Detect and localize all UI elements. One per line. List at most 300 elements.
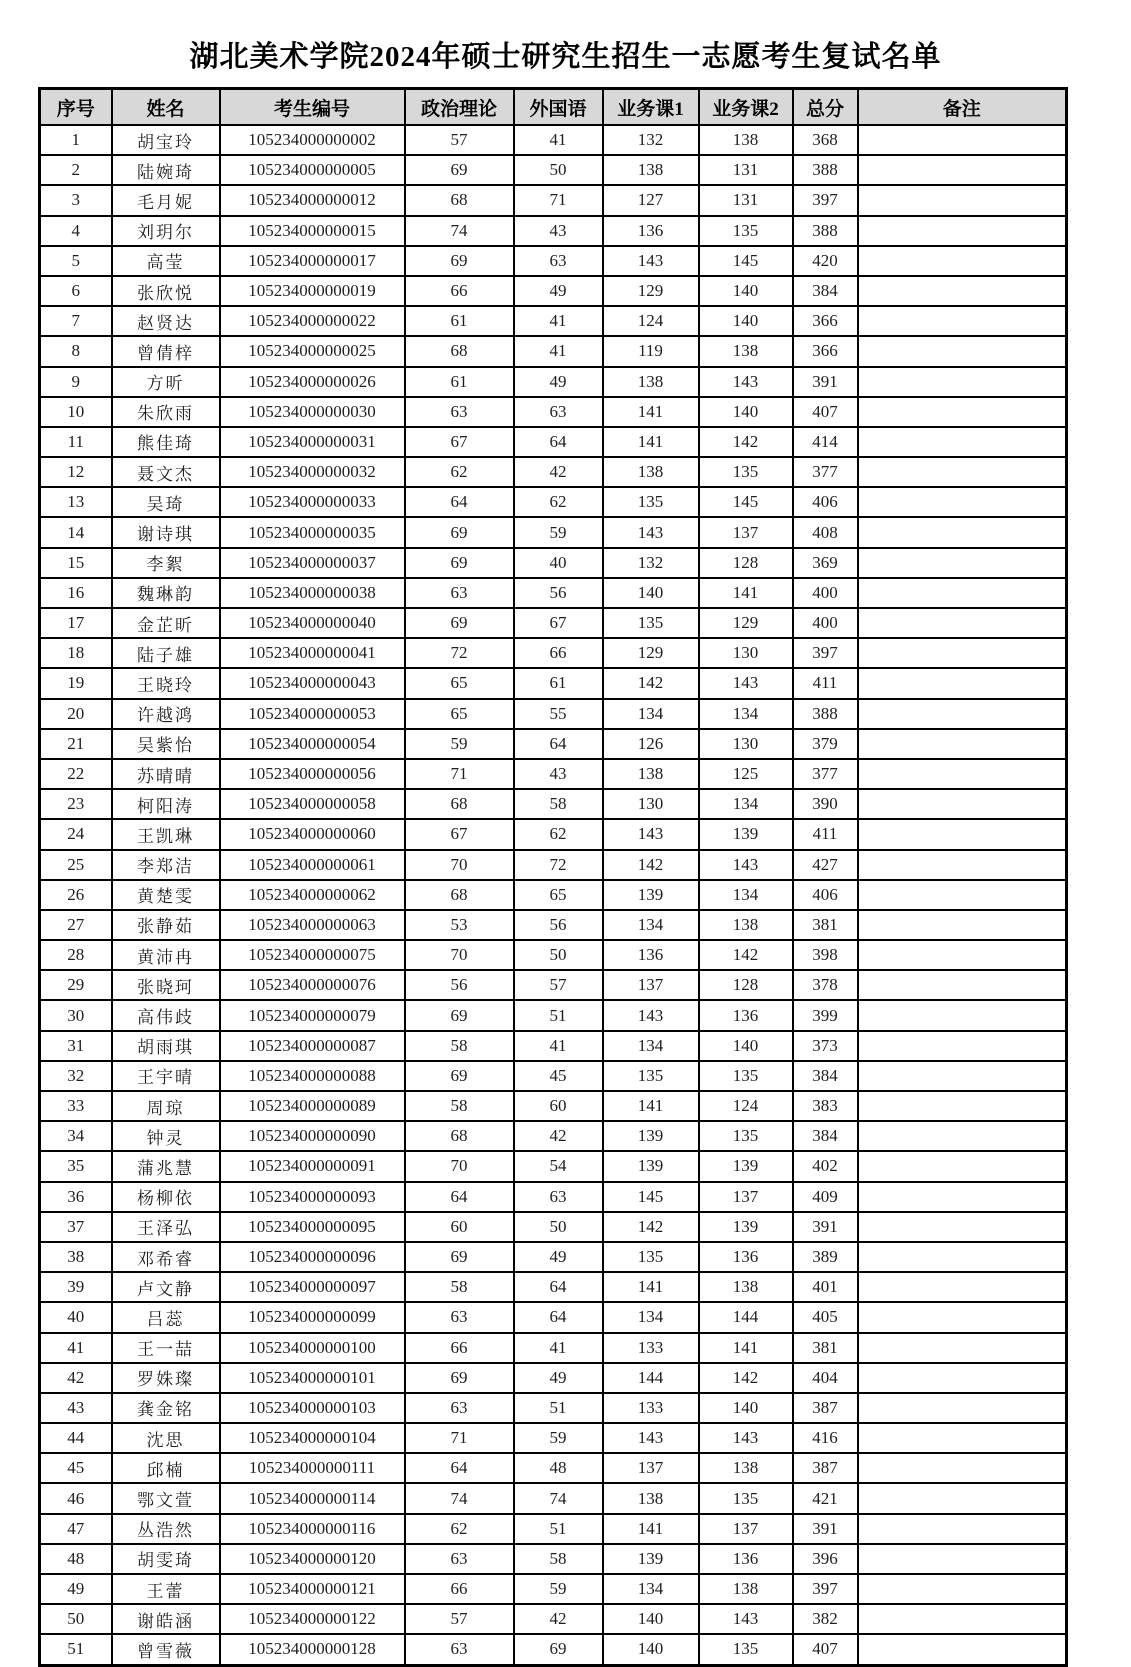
cell-name: 金芷昕 <box>112 608 220 638</box>
cell-course-2: 145 <box>699 246 793 276</box>
cell-total-score: 427 <box>793 850 858 880</box>
table-row <box>40 729 1067 759</box>
cell-candidate-number: 105234000000056 <box>220 759 405 789</box>
table-row <box>40 1182 1067 1212</box>
cell-name: 毛月妮 <box>112 185 220 215</box>
cell-remarks <box>858 1574 1067 1604</box>
table-row <box>40 1363 1067 1393</box>
cell-total-score: 388 <box>793 699 858 729</box>
cell-remarks <box>858 668 1067 698</box>
cell-foreign-language: 40 <box>514 548 603 578</box>
table-row <box>40 668 1067 698</box>
cell-remarks <box>858 578 1067 608</box>
cell-political-theory: 69 <box>405 1061 514 1091</box>
cell-name: 许越鸿 <box>112 699 220 729</box>
cell-political-theory: 68 <box>405 336 514 366</box>
cell-index: 13 <box>40 487 112 517</box>
column-header-total-score: 总分 <box>793 89 858 126</box>
cell-name: 张晓珂 <box>112 970 220 1000</box>
cell-candidate-number: 105234000000076 <box>220 970 405 1000</box>
cell-political-theory: 62 <box>405 1514 514 1544</box>
cell-course-2: 138 <box>699 1574 793 1604</box>
cell-course-2: 130 <box>699 729 793 759</box>
cell-foreign-language: 63 <box>514 1182 603 1212</box>
table-row <box>40 367 1067 397</box>
cell-total-score: 388 <box>793 216 858 246</box>
cell-remarks <box>858 638 1067 668</box>
cell-course-2: 137 <box>699 1514 793 1544</box>
cell-remarks <box>858 1634 1067 1665</box>
cell-course-2: 135 <box>699 1483 793 1513</box>
cell-candidate-number: 105234000000075 <box>220 940 405 970</box>
cell-index: 25 <box>40 850 112 880</box>
cell-foreign-language: 56 <box>514 578 603 608</box>
cell-course-2: 138 <box>699 125 793 155</box>
cell-total-score: 388 <box>793 155 858 185</box>
cell-course-1: 132 <box>603 125 699 155</box>
cell-candidate-number: 105234000000111 <box>220 1453 405 1483</box>
cell-course-2: 142 <box>699 940 793 970</box>
cell-remarks <box>858 1272 1067 1302</box>
cell-political-theory: 69 <box>405 1242 514 1272</box>
cell-total-score: 391 <box>793 367 858 397</box>
cell-total-score: 387 <box>793 1453 858 1483</box>
cell-total-score: 411 <box>793 668 858 698</box>
cell-course-1: 135 <box>603 1061 699 1091</box>
cell-name: 吴紫怡 <box>112 729 220 759</box>
cell-index: 5 <box>40 246 112 276</box>
cell-total-score: 416 <box>793 1423 858 1453</box>
cell-political-theory: 65 <box>405 699 514 729</box>
cell-name: 邓希睿 <box>112 1242 220 1272</box>
table-row <box>40 789 1067 819</box>
cell-total-score: 379 <box>793 729 858 759</box>
cell-remarks <box>858 276 1067 306</box>
table-row <box>40 699 1067 729</box>
cell-political-theory: 60 <box>405 1212 514 1242</box>
cell-remarks <box>858 1514 1067 1544</box>
cell-name: 吕蕊 <box>112 1302 220 1332</box>
cell-total-score: 384 <box>793 276 858 306</box>
cell-course-1: 133 <box>603 1393 699 1423</box>
candidates-table <box>38 87 1068 1667</box>
table-row <box>40 1031 1067 1061</box>
cell-total-score: 406 <box>793 487 858 517</box>
cell-candidate-number: 105234000000099 <box>220 1302 405 1332</box>
cell-index: 19 <box>40 668 112 698</box>
cell-name: 罗姝璨 <box>112 1363 220 1393</box>
cell-index: 40 <box>40 1302 112 1332</box>
cell-course-1: 130 <box>603 789 699 819</box>
table-row <box>40 487 1067 517</box>
cell-foreign-language: 55 <box>514 699 603 729</box>
cell-course-2: 141 <box>699 578 793 608</box>
cell-remarks <box>858 1604 1067 1634</box>
cell-course-2: 140 <box>699 306 793 336</box>
cell-candidate-number: 105234000000037 <box>220 548 405 578</box>
cell-course-2: 143 <box>699 668 793 698</box>
cell-political-theory: 58 <box>405 1031 514 1061</box>
cell-name: 谢诗琪 <box>112 517 220 547</box>
cell-course-1: 137 <box>603 1453 699 1483</box>
cell-candidate-number: 105234000000088 <box>220 1061 405 1091</box>
cell-course-2: 143 <box>699 1423 793 1453</box>
cell-total-score: 391 <box>793 1514 858 1544</box>
cell-remarks <box>858 306 1067 336</box>
cell-course-1: 141 <box>603 427 699 457</box>
cell-candidate-number: 105234000000058 <box>220 789 405 819</box>
cell-political-theory: 63 <box>405 397 514 427</box>
cell-name: 王宇晴 <box>112 1061 220 1091</box>
cell-name: 胡宝玲 <box>112 125 220 155</box>
table-row <box>40 819 1067 849</box>
cell-candidate-number: 105234000000015 <box>220 216 405 246</box>
cell-name: 张静茹 <box>112 910 220 940</box>
cell-candidate-number: 105234000000002 <box>220 125 405 155</box>
cell-political-theory: 68 <box>405 880 514 910</box>
cell-name: 张欣悦 <box>112 276 220 306</box>
cell-course-2: 138 <box>699 910 793 940</box>
cell-foreign-language: 48 <box>514 1453 603 1483</box>
cell-name: 蒲兆慧 <box>112 1151 220 1181</box>
cell-index: 21 <box>40 729 112 759</box>
cell-remarks <box>858 125 1067 155</box>
cell-political-theory: 58 <box>405 1091 514 1121</box>
cell-political-theory: 69 <box>405 1363 514 1393</box>
column-header-foreign-language: 外国语 <box>514 89 603 126</box>
cell-course-1: 138 <box>603 457 699 487</box>
cell-candidate-number: 105234000000079 <box>220 1000 405 1030</box>
cell-remarks <box>858 850 1067 880</box>
cell-total-score: 404 <box>793 1363 858 1393</box>
cell-remarks <box>858 336 1067 366</box>
table-row <box>40 1000 1067 1030</box>
cell-course-2: 134 <box>699 699 793 729</box>
cell-course-1: 134 <box>603 910 699 940</box>
cell-course-1: 141 <box>603 397 699 427</box>
cell-foreign-language: 65 <box>514 880 603 910</box>
cell-political-theory: 70 <box>405 850 514 880</box>
cell-total-score: 397 <box>793 185 858 215</box>
cell-name: 王泽弘 <box>112 1212 220 1242</box>
cell-candidate-number: 105234000000104 <box>220 1423 405 1453</box>
column-header-course-1: 业务课1 <box>603 89 699 126</box>
cell-course-1: 133 <box>603 1333 699 1363</box>
cell-total-score: 398 <box>793 940 858 970</box>
cell-index: 49 <box>40 1574 112 1604</box>
cell-index: 37 <box>40 1212 112 1242</box>
cell-remarks <box>858 1121 1067 1151</box>
cell-name: 胡雨琪 <box>112 1031 220 1061</box>
cell-candidate-number: 105234000000100 <box>220 1333 405 1363</box>
cell-name: 熊佳琦 <box>112 427 220 457</box>
cell-candidate-number: 105234000000022 <box>220 306 405 336</box>
cell-foreign-language: 63 <box>514 397 603 427</box>
cell-remarks <box>858 940 1067 970</box>
cell-course-1: 143 <box>603 819 699 849</box>
cell-course-1: 142 <box>603 668 699 698</box>
cell-remarks <box>858 367 1067 397</box>
cell-course-2: 135 <box>699 216 793 246</box>
cell-course-2: 135 <box>699 1121 793 1151</box>
cell-course-1: 139 <box>603 1544 699 1574</box>
cell-candidate-number: 105234000000043 <box>220 668 405 698</box>
cell-course-1: 139 <box>603 1151 699 1181</box>
cell-course-2: 138 <box>699 336 793 366</box>
cell-political-theory: 63 <box>405 1302 514 1332</box>
cell-foreign-language: 51 <box>514 1514 603 1544</box>
cell-course-1: 138 <box>603 759 699 789</box>
cell-total-score: 409 <box>793 1182 858 1212</box>
cell-political-theory: 56 <box>405 970 514 1000</box>
column-header-course-2: 业务课2 <box>699 89 793 126</box>
cell-total-score: 406 <box>793 880 858 910</box>
cell-remarks <box>858 1061 1067 1091</box>
cell-name: 曾倩梓 <box>112 336 220 366</box>
cell-index: 29 <box>40 970 112 1000</box>
cell-course-2: 144 <box>699 1302 793 1332</box>
cell-remarks <box>858 155 1067 185</box>
cell-foreign-language: 49 <box>514 276 603 306</box>
cell-course-1: 135 <box>603 487 699 517</box>
cell-candidate-number: 105234000000053 <box>220 699 405 729</box>
cell-index: 17 <box>40 608 112 638</box>
cell-candidate-number: 105234000000017 <box>220 246 405 276</box>
table-row <box>40 608 1067 638</box>
column-header-candidate-number: 考生编号 <box>220 89 405 126</box>
cell-course-1: 141 <box>603 1272 699 1302</box>
cell-course-1: 141 <box>603 1091 699 1121</box>
cell-remarks <box>858 1182 1067 1212</box>
cell-candidate-number: 105234000000033 <box>220 487 405 517</box>
cell-remarks <box>858 1302 1067 1332</box>
cell-foreign-language: 42 <box>514 1121 603 1151</box>
table-row <box>40 155 1067 185</box>
cell-foreign-language: 51 <box>514 1393 603 1423</box>
cell-course-1: 143 <box>603 1423 699 1453</box>
cell-course-2: 139 <box>699 819 793 849</box>
cell-total-score: 400 <box>793 608 858 638</box>
cell-foreign-language: 58 <box>514 1544 603 1574</box>
table-row <box>40 306 1067 336</box>
table-header-row <box>40 89 1067 126</box>
cell-course-2: 128 <box>699 548 793 578</box>
cell-candidate-number: 105234000000032 <box>220 457 405 487</box>
cell-index: 30 <box>40 1000 112 1030</box>
cell-name: 刘玥尔 <box>112 216 220 246</box>
cell-foreign-language: 71 <box>514 185 603 215</box>
cell-foreign-language: 74 <box>514 1483 603 1513</box>
cell-foreign-language: 41 <box>514 336 603 366</box>
cell-course-1: 143 <box>603 1000 699 1030</box>
table-row <box>40 1423 1067 1453</box>
cell-course-1: 143 <box>603 246 699 276</box>
cell-name: 李郑洁 <box>112 850 220 880</box>
cell-name: 谢皓涵 <box>112 1604 220 1634</box>
table-row <box>40 1634 1067 1665</box>
cell-index: 31 <box>40 1031 112 1061</box>
cell-index: 4 <box>40 216 112 246</box>
cell-index: 33 <box>40 1091 112 1121</box>
cell-course-1: 138 <box>603 1483 699 1513</box>
cell-political-theory: 64 <box>405 1182 514 1212</box>
cell-course-2: 134 <box>699 789 793 819</box>
cell-index: 15 <box>40 548 112 578</box>
cell-index: 16 <box>40 578 112 608</box>
cell-course-1: 134 <box>603 699 699 729</box>
cell-index: 38 <box>40 1242 112 1272</box>
cell-candidate-number: 105234000000054 <box>220 729 405 759</box>
cell-political-theory: 68 <box>405 789 514 819</box>
cell-foreign-language: 64 <box>514 1302 603 1332</box>
cell-course-2: 140 <box>699 397 793 427</box>
cell-remarks <box>858 1544 1067 1574</box>
cell-foreign-language: 49 <box>514 367 603 397</box>
cell-candidate-number: 105234000000019 <box>220 276 405 306</box>
cell-candidate-number: 105234000000101 <box>220 1363 405 1393</box>
cell-course-1: 136 <box>603 216 699 246</box>
cell-course-1: 126 <box>603 729 699 759</box>
cell-candidate-number: 105234000000122 <box>220 1604 405 1634</box>
cell-total-score: 405 <box>793 1302 858 1332</box>
cell-foreign-language: 41 <box>514 125 603 155</box>
cell-foreign-language: 50 <box>514 940 603 970</box>
cell-candidate-number: 105234000000097 <box>220 1272 405 1302</box>
cell-candidate-number: 105234000000035 <box>220 517 405 547</box>
cell-candidate-number: 105234000000063 <box>220 910 405 940</box>
cell-course-2: 134 <box>699 880 793 910</box>
cell-total-score: 381 <box>793 910 858 940</box>
cell-candidate-number: 105234000000031 <box>220 427 405 457</box>
cell-political-theory: 70 <box>405 1151 514 1181</box>
table-row <box>40 1453 1067 1483</box>
cell-index: 6 <box>40 276 112 306</box>
cell-total-score: 378 <box>793 970 858 1000</box>
cell-foreign-language: 41 <box>514 306 603 336</box>
cell-foreign-language: 59 <box>514 1574 603 1604</box>
cell-remarks <box>858 246 1067 276</box>
cell-course-2: 143 <box>699 1604 793 1634</box>
cell-candidate-number: 105234000000005 <box>220 155 405 185</box>
cell-name: 鄂文萱 <box>112 1483 220 1513</box>
cell-candidate-number: 105234000000062 <box>220 880 405 910</box>
cell-course-2: 142 <box>699 427 793 457</box>
table-row <box>40 759 1067 789</box>
cell-foreign-language: 60 <box>514 1091 603 1121</box>
cell-total-score: 414 <box>793 427 858 457</box>
cell-name: 魏琳韵 <box>112 578 220 608</box>
cell-remarks <box>858 216 1067 246</box>
cell-course-1: 135 <box>603 608 699 638</box>
cell-foreign-language: 50 <box>514 155 603 185</box>
cell-remarks <box>858 1483 1067 1513</box>
cell-name: 柯阳涛 <box>112 789 220 819</box>
cell-total-score: 382 <box>793 1604 858 1634</box>
cell-political-theory: 66 <box>405 276 514 306</box>
cell-remarks <box>858 185 1067 215</box>
cell-course-2: 136 <box>699 1242 793 1272</box>
cell-name: 龚金铭 <box>112 1393 220 1423</box>
cell-index: 48 <box>40 1544 112 1574</box>
cell-index: 9 <box>40 367 112 397</box>
cell-foreign-language: 64 <box>514 427 603 457</box>
cell-index: 23 <box>40 789 112 819</box>
table-row <box>40 850 1067 880</box>
cell-index: 50 <box>40 1604 112 1634</box>
cell-remarks <box>858 1423 1067 1453</box>
cell-course-1: 138 <box>603 155 699 185</box>
cell-political-theory: 66 <box>405 1574 514 1604</box>
cell-candidate-number: 105234000000116 <box>220 1514 405 1544</box>
cell-index: 28 <box>40 940 112 970</box>
cell-index: 10 <box>40 397 112 427</box>
cell-index: 45 <box>40 1453 112 1483</box>
cell-candidate-number: 105234000000128 <box>220 1634 405 1665</box>
table-row <box>40 910 1067 940</box>
cell-total-score: 384 <box>793 1121 858 1151</box>
cell-total-score: 420 <box>793 246 858 276</box>
cell-candidate-number: 105234000000090 <box>220 1121 405 1151</box>
cell-political-theory: 74 <box>405 1483 514 1513</box>
column-header-index: 序号 <box>40 89 112 126</box>
cell-political-theory: 72 <box>405 638 514 668</box>
cell-course-2: 135 <box>699 1634 793 1665</box>
cell-index: 20 <box>40 699 112 729</box>
cell-index: 3 <box>40 185 112 215</box>
cell-political-theory: 62 <box>405 457 514 487</box>
cell-candidate-number: 105234000000096 <box>220 1242 405 1272</box>
cell-course-2: 131 <box>699 185 793 215</box>
cell-course-2: 135 <box>699 457 793 487</box>
cell-course-1: 129 <box>603 638 699 668</box>
cell-course-2: 136 <box>699 1544 793 1574</box>
cell-political-theory: 64 <box>405 487 514 517</box>
table-row <box>40 940 1067 970</box>
cell-name: 陆婉琦 <box>112 155 220 185</box>
column-header-political-theory: 政治理论 <box>405 89 514 126</box>
table-row <box>40 1393 1067 1423</box>
table-row <box>40 1333 1067 1363</box>
cell-foreign-language: 59 <box>514 517 603 547</box>
cell-total-score: 396 <box>793 1544 858 1574</box>
cell-foreign-language: 62 <box>514 819 603 849</box>
cell-political-theory: 58 <box>405 1272 514 1302</box>
cell-course-2: 130 <box>699 638 793 668</box>
cell-candidate-number: 105234000000038 <box>220 578 405 608</box>
cell-foreign-language: 42 <box>514 1604 603 1634</box>
cell-remarks <box>858 1242 1067 1272</box>
cell-candidate-number: 105234000000060 <box>220 819 405 849</box>
cell-foreign-language: 61 <box>514 668 603 698</box>
cell-foreign-language: 63 <box>514 246 603 276</box>
cell-total-score: 421 <box>793 1483 858 1513</box>
cell-candidate-number: 105234000000103 <box>220 1393 405 1423</box>
cell-foreign-language: 62 <box>514 487 603 517</box>
cell-index: 47 <box>40 1514 112 1544</box>
cell-foreign-language: 43 <box>514 216 603 246</box>
cell-political-theory: 69 <box>405 548 514 578</box>
cell-index: 24 <box>40 819 112 849</box>
cell-political-theory: 63 <box>405 578 514 608</box>
cell-name: 高伟歧 <box>112 1000 220 1030</box>
cell-name: 曾雪薇 <box>112 1634 220 1665</box>
cell-political-theory: 74 <box>405 216 514 246</box>
column-header-remarks: 备注 <box>858 89 1067 126</box>
cell-course-1: 135 <box>603 1242 699 1272</box>
cell-course-1: 145 <box>603 1182 699 1212</box>
cell-foreign-language: 41 <box>514 1333 603 1363</box>
cell-name: 方昕 <box>112 367 220 397</box>
